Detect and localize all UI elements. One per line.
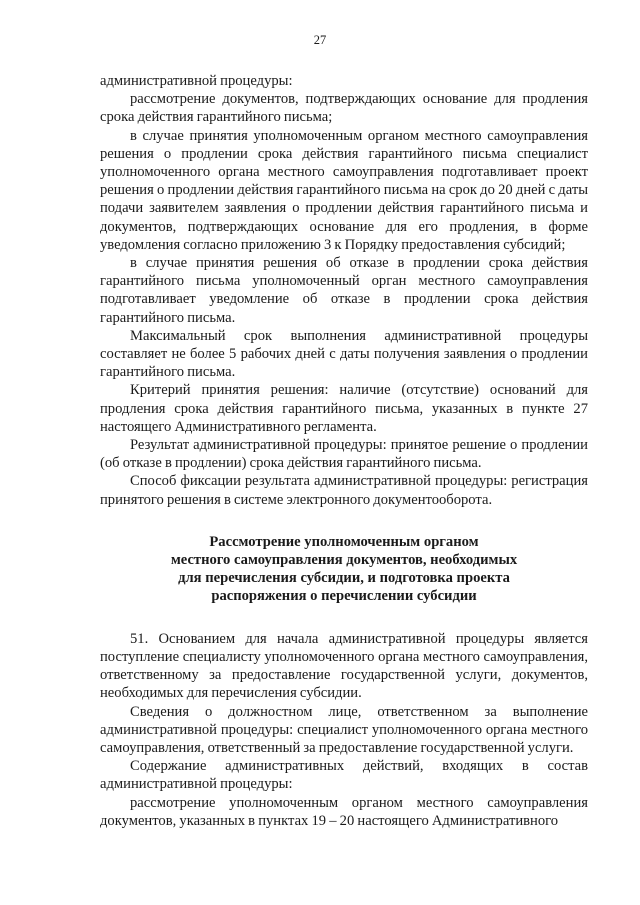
- paragraphs-before-heading: [100, 72, 588, 509]
- heading-line: для перечисления субсидии, и подготовка проекта: [178, 570, 510, 587]
- paragraph: в случае принятия решения об отказе в продлении срока действия гарантийного письма уполномоченный орган местного самоуправления подготавливает уведомление об отказе в продлении срока действия гарантийного письма.: [100, 255, 588, 326]
- heading-line: Рассмотрение уполномоченным органом: [209, 533, 479, 550]
- heading-line: распоряжения о перечислении субсидии: [211, 588, 477, 605]
- paragraph: административной процедуры:: [100, 73, 293, 89]
- paragraph: рассмотрение уполномоченным органом местного самоуправления документов, указанных в пунктах 19 – 20 настоящего Административного: [100, 794, 588, 829]
- paragraph: 51. Основанием для начала административной процедуры является поступление специалисту уполномоченного органа местного самоуправления, ответственному за предоставление государственной услуги, документов, необходимых для перечисления субсидии.: [100, 630, 588, 702]
- paragraph: рассмотрение документов, подтверждающих основание для продления срока действия гарантийного письма;: [100, 91, 588, 126]
- document-body: [100, 72, 588, 830]
- paragraph: Результат административной процедуры: принятое решение о продлении (об отказе в продлении) срока действия гарантийного письма.: [100, 437, 588, 472]
- paragraphs-after-heading: [100, 630, 588, 830]
- page-number: 27: [313, 33, 327, 47]
- section-heading: [100, 533, 588, 606]
- heading-line: местного самоуправления документов, необходимых: [170, 552, 518, 569]
- paragraph: Максимальный срок выполнения административной процедуры составляет не более 5 рабочих дней с даты получения заявления о продлении гарантийного письма.: [100, 327, 588, 381]
- paragraph: Содержание административных действий, входящих в состав административной процедуры:: [100, 758, 588, 793]
- paragraph: Способ фиксации результата административной процедуры: регистрация принятого решения в системе электронного документооборота.: [100, 473, 588, 508]
- paragraph: Сведения о должностном лице, ответственном за выполнение административной процедуры: специалист уполномоченного органа местного самоуправления, ответственный за предоставление государственной услуги.: [100, 703, 588, 756]
- paragraph: в случае принятия уполномоченным органом местного самоуправления решения о продлении срока действия гарантийного письма специалист уполномоченного органа местного самоуправления подготавливает проект решения о продлении действия гарантийного письма на срок до 20 дней с даты подачи заявителем заявления о продлении действия гарантийного письма и документов, подтверждающих основание для его продления, в форме уведомления согласно приложению 3 к Порядку предоставления субсидий;: [100, 127, 588, 253]
- paragraph: Критерий принятия решения: наличие (отсутствие) оснований для продления срока действия гарантийного письма, указанных в пункте 27 настоящего Административного регламента.: [100, 382, 588, 435]
